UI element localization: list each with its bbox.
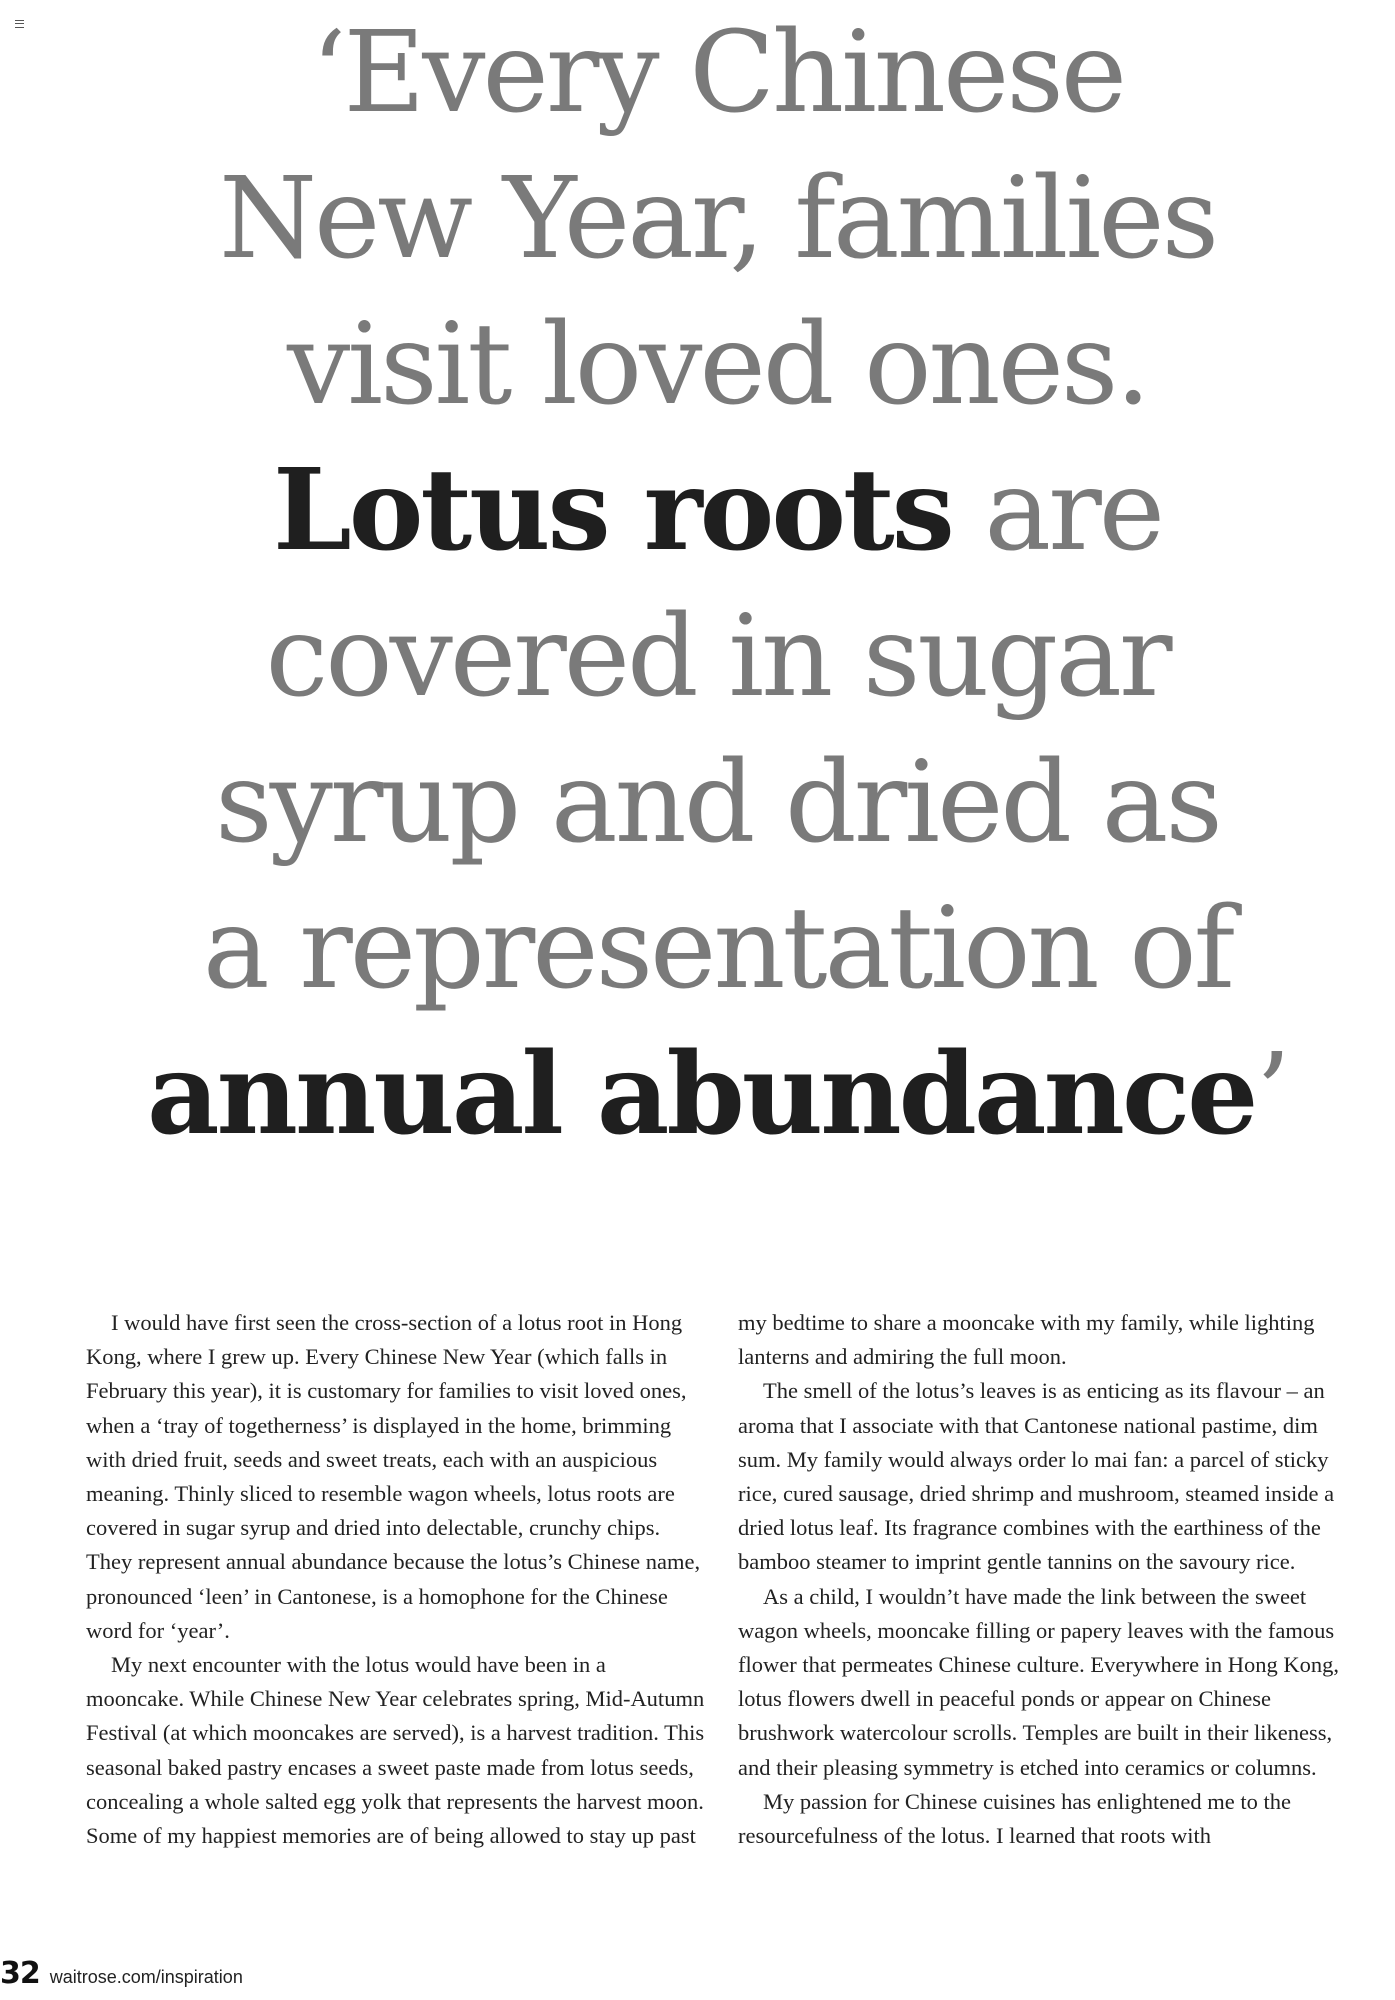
pull-quote-text: ‘Every Chinese: [310, 8, 1125, 138]
pull-quote-line: [40, 0, 1395, 146]
pull-quote-emphasis: Lotus roots: [272, 445, 952, 576]
pull-quote-line: [40, 584, 1395, 730]
article-column-left: [86, 1306, 706, 1853]
pull-quote-emphasis: annual abundance: [146, 1029, 1256, 1160]
pull-quote-line: [40, 146, 1395, 292]
site-url[interactable]: waitrose.com/inspiration: [49, 1967, 243, 1987]
article-paragraph: My next encounter with the lotus would have been in a mooncake. While Chinese New Year celebrates spring, Mid-Autumn Festival (at which mooncakes are served), is a harvest tradition. This seasonal baked pastry encases a sweet paste made from lotus seeds, concealing a whole salted egg yolk that represents the harvest moon. Some of my happiest memories are of being allowed to stay up past: [86, 1652, 705, 1849]
pull-quote-line: [40, 438, 1395, 584]
article-paragraph: I would have first seen the cross-section of a lotus root in Hong Kong, where I grew up. Every Chinese New Year (which falls in February this year), it is customary for families to visit loved ones, when a ‘tray of togetherness’ is displayed in the home, brimming with dried fruit, seeds and sweet treats, each with an auspicious meaning. Thinly sliced to resemble wagon wheels, lotus roots are covered in sugar syrup and dried into delectable, crunchy chips. They represent annual abundance because the lotus’s Chinese name, pronounced ‘leen’ in Cantonese, is a homophone for the Chinese word for ‘year’.: [86, 1310, 701, 1643]
article-paragraph: The smell of the lotus’s leaves is as enticing as its flavour – an aroma that I associate with that Cantonese national pastime, dim sum. My family would always order lo mai fan: a parcel of sticky rice, cured sausage, dried shrimp and mushroom, steamed inside a dried lotus leaf. Its fragrance combines with the earthiness of the bamboo steamer to imprint gentle tannins on the savoury rice.: [738, 1378, 1335, 1575]
article-paragraph: As a child, I wouldn’t have made the link between the sweet wagon wheels, mooncake filling or papery leaves with the famous flower that permeates Chinese culture. Everywhere in Hong Kong, lotus flowers dwell in peaceful ponds or appear on Chinese brushwork watercolour scrolls. Temples are built in their likeness, and their pleasing symmetry is etched into ceramics or columns.: [738, 1583, 1340, 1780]
pull-quote: [40, 0, 1395, 1168]
pull-quote-text: New Year, families: [218, 154, 1217, 284]
article-column-right: [738, 1306, 1363, 1853]
pull-quote-text: syrup and dried as: [215, 738, 1220, 868]
pull-quote-text: are: [951, 446, 1163, 576]
pull-quote-line: [40, 876, 1395, 1022]
pull-quote-text: covered in sugar: [265, 592, 1170, 722]
pull-quote-text: ’: [1255, 1030, 1289, 1160]
page-number: 32: [0, 1956, 40, 1991]
pull-quote-line: [40, 730, 1395, 876]
pull-quote-line: [40, 292, 1395, 438]
pull-quote-line: [40, 1022, 1395, 1168]
pull-quote-text: a representation of: [202, 884, 1233, 1014]
article-paragraph: My passion for Chinese cuisines has enlightened me to the resourcefulness of the lotus. I learned that roots with: [738, 1788, 1292, 1849]
page-footer: [0, 1956, 243, 1996]
menu-icon[interactable]: [15, 20, 24, 28]
article-paragraph: my bedtime to share a mooncake with my family, while lighting lanterns and admiring the full moon.: [738, 1310, 1315, 1370]
pull-quote-text: visit loved ones.: [286, 300, 1149, 430]
